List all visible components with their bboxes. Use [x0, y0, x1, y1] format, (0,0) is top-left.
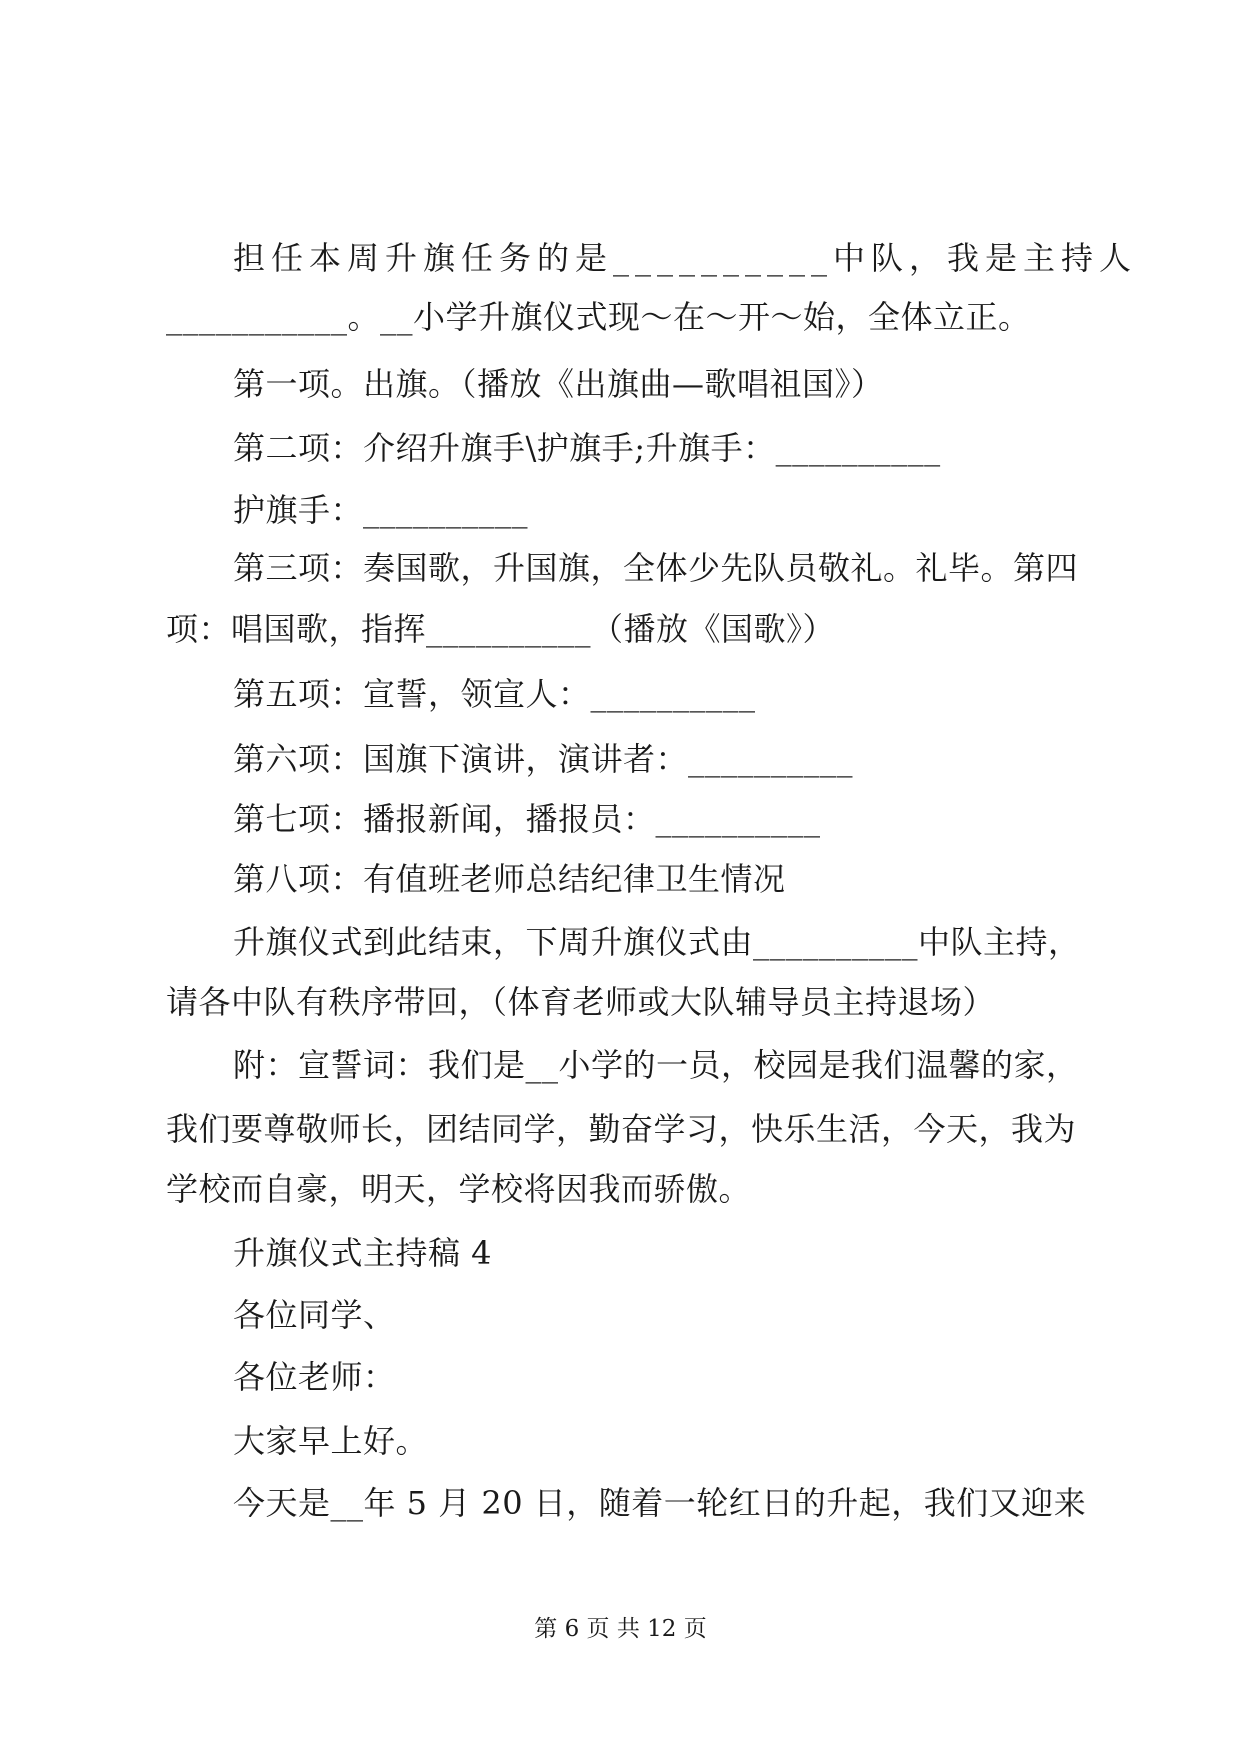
- page-number-footer: 第 6 页 共 12 页: [534, 1616, 707, 1642]
- paragraph-line: 附：宣誓词：我们是__小学的一员，校园是我们温馨的家，: [233, 1046, 1079, 1084]
- paragraph-line: 请各中队有秩序带回，（体育老师或大队辅导员主持退场）: [166, 983, 996, 1021]
- paragraph-line: 第三项：奏国歌，升国旗，全体少先队员敬礼。礼毕。第四: [233, 549, 1079, 587]
- paragraph-line: 今天是__年 5 月 20 日，随着一轮红日的升起，我们又迎来: [233, 1484, 1087, 1522]
- section-heading: 升旗仪式主持稿 4: [233, 1234, 493, 1272]
- paragraph-line: ___________。__小学升旗仪式现～在～开～始，全体立正。: [166, 298, 1031, 336]
- paragraph-line: 各位同学、: [233, 1296, 396, 1334]
- paragraph-line: 项：唱国歌，指挥__________（播放《国歌》）: [166, 610, 836, 648]
- paragraph-line: 大家早上好。: [233, 1422, 429, 1460]
- paragraph-line: 升旗仪式到此结束，下周升旗仪式由__________中队主持，: [233, 923, 1081, 961]
- paragraph-line: 学校而自豪，明天，学校将因我而骄傲。: [166, 1170, 752, 1208]
- paragraph-line: 第一项。出旗。（播放《出旗曲—歌唱祖国》）: [233, 365, 884, 403]
- paragraph-line: 第二项：介绍升旗手\护旗手;升旗手：__________: [233, 429, 941, 467]
- paragraph-line: 第八项：有值班老师总结纪律卫生情况: [233, 860, 786, 898]
- paragraph-line: 我们要尊敬师长，团结同学，勤奋学习，快乐生活，今天，我为: [166, 1110, 1077, 1148]
- paragraph-line: 第七项：播报新闻，播报员：__________: [233, 800, 821, 838]
- paragraph-line: 第五项：宣誓，领宣人：__________: [233, 675, 756, 713]
- paragraph-line: 第六项：国旗下演讲，演讲者：__________: [233, 740, 854, 778]
- paragraph-line: 担任本周升旗任务的是__________中队，我是主持人: [233, 239, 1138, 277]
- paragraph-line: 护旗手：__________: [233, 491, 529, 529]
- paragraph-line: 各位老师：: [233, 1358, 396, 1396]
